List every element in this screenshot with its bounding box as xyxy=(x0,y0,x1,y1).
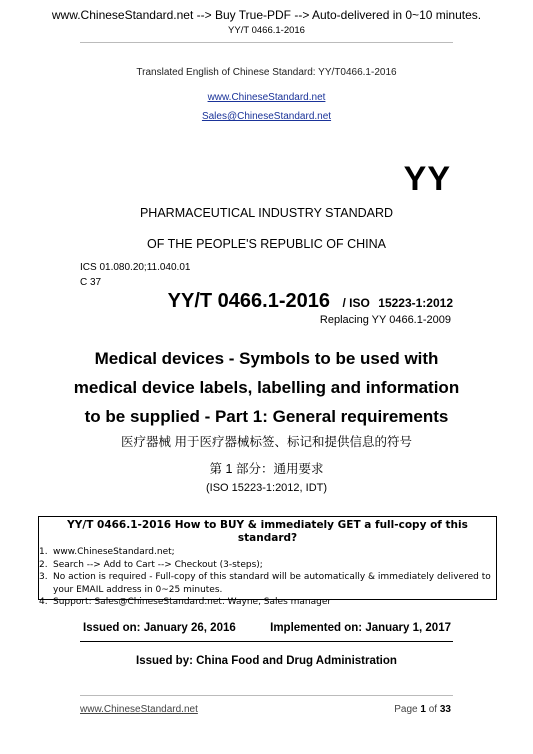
footer-site-link[interactable]: www.ChineseStandard.net xyxy=(80,704,198,715)
page-total: 33 xyxy=(439,704,451,715)
step-text: No action is required - Full-copy of this standard will be automatically & immediately delivered to your EMAIL address in 0~25 minutes. xyxy=(53,572,491,595)
title-line: medical device labels, labelling and information xyxy=(73,378,460,397)
page-indicator xyxy=(394,704,451,715)
step-text: www.ChineseStandard.net; xyxy=(53,547,175,557)
email-link[interactable]: Sales@ChineseStandard.net xyxy=(201,111,332,122)
dates-divider xyxy=(80,641,453,642)
header-banner: www.ChineseStandard.net --> Buy True-PDF --> Auto-delivered in 0~10 minutes. xyxy=(51,8,482,22)
buy-step xyxy=(39,546,496,559)
step-number: 3. xyxy=(39,572,48,582)
email-link-wrap xyxy=(0,106,533,124)
country-line: OF THE PEOPLE'S REPUBLIC OF CHINA xyxy=(146,237,386,251)
header-divider xyxy=(80,42,453,43)
title-line: to be supplied - Part 1: General requirements xyxy=(84,407,449,426)
standard-number xyxy=(168,290,453,313)
replacing-note: Replacing YY 0466.1-2009 xyxy=(319,314,451,326)
step-text: Support: Sales@ChineseStandard.net. Wayne, Sales manager xyxy=(53,597,332,607)
chinese-title: 医疗器械 用于医疗器械标签、标记和提供信息的符号 xyxy=(121,435,412,449)
step-number: 4. xyxy=(39,597,48,607)
std-number: YY/T 0466.1-2016 xyxy=(167,290,331,312)
industry-standard: PHARMACEUTICAL INDUSTRY STANDARD xyxy=(139,206,394,220)
classification-block xyxy=(80,260,190,290)
std-separator: / ISO xyxy=(342,296,370,310)
issued-date: Issued on: January 26, 2016 xyxy=(83,622,236,634)
category-code: YY xyxy=(403,160,451,198)
step-number: 2. xyxy=(39,559,48,570)
issuing-authority: Issued by: China Food and Drug Administration xyxy=(136,655,397,667)
buy-info-box xyxy=(38,516,497,607)
buy-steps xyxy=(39,546,496,609)
step-number: 1. xyxy=(39,547,48,557)
buy-step xyxy=(39,596,496,609)
chinese-part: 第 1 部分：通用要求 xyxy=(209,462,324,476)
iso-number: 15223-1:2012 xyxy=(378,296,453,310)
buy-step xyxy=(39,571,496,596)
footer-divider xyxy=(80,695,453,696)
page-of: of xyxy=(428,704,438,715)
buy-box-title: YY/T 0466.1-2016 How to BUY & immediately GET a full-copy of this standard? xyxy=(67,519,468,544)
buy-step xyxy=(39,559,496,572)
header-code: YY/T 0466.1-2016 xyxy=(228,25,305,36)
website-link-wrap xyxy=(0,87,533,105)
translated-note: Translated English of Chinese Standard: YY/T0466.1-2016 xyxy=(136,67,397,78)
website-link[interactable]: www.ChineseStandard.net xyxy=(207,92,326,103)
document-title xyxy=(0,344,533,431)
ics-code: ICS 01.080.20;11.040.01 xyxy=(80,262,191,273)
step-text: Search --> Add to Cart --> Checkout (3-steps); xyxy=(53,559,263,570)
implemented-date: Implemented on: January 1, 2017 xyxy=(270,622,451,634)
page-number: 1 xyxy=(420,704,426,715)
ccs-code: C 37 xyxy=(80,277,102,288)
iso-equivalence: (ISO 15223-1:2012, IDT) xyxy=(205,482,328,494)
title-line: Medical devices - Symbols to be used with xyxy=(94,349,439,368)
page-label: Page xyxy=(394,704,418,715)
